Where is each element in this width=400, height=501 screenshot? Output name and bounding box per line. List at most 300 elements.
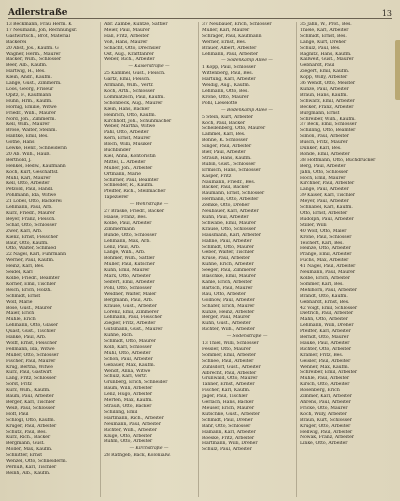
directory-entry: Merten, Max, Kaufm. — [104, 398, 153, 404]
directory-entry: Weber, Rich., Arbeiter — [104, 57, 155, 63]
directory-entry: Rohde, Emil, Arbeiter — [300, 151, 350, 157]
directory-entry: Burgmann, Ernst — [300, 110, 340, 116]
directory-entry: Lehmann, Max, Arb. — [104, 238, 151, 244]
directory-entry: Seifert, Emil, Arbeiter — [104, 279, 155, 285]
directory-entry: Schmidt, Paul, Dreher — [202, 417, 253, 423]
column-3 — [198, 22, 292, 497]
directory-entry: 20 Ab. Wilh., Hauß. — [6, 151, 51, 157]
directory-entry: Hahne, Paul, Arbeiter — [202, 238, 252, 244]
directory-entry: Schwarz, Emil, Arbeiter — [300, 98, 355, 104]
directory-entry: Fessler, Otto, Maurer — [202, 346, 251, 352]
directory-entry: Becker, Franz, Arbeiter — [300, 104, 354, 110]
directory-entry: Schütz, Paul, Bes. — [6, 429, 47, 435]
directory-entry: Mühle, Erich — [6, 317, 36, 323]
directory-entry: Tanner, Ernst, Arbeiter — [202, 382, 255, 388]
directory-entry: Bunde, Otto, Schlosser — [104, 232, 157, 238]
directory-entry: Möller, Max, Kaufm. — [6, 447, 53, 453]
directory-entry: Mühl, Karl, Maurer — [6, 175, 51, 181]
directory-entry: Ziegler, Fritz, Arbeiter — [104, 321, 156, 327]
directory-entry: Bäckerei — [6, 39, 27, 45]
directory-entry: Schellenberg, Otto, Maurer — [202, 126, 266, 132]
directory-entry: Pfeiffer, Karl, Arbeiter — [300, 329, 351, 335]
directory-entry: Hermann, Otto, Arbeiter — [202, 197, 259, 203]
directory-entry: Schwabe, Emil, Maurer — [202, 220, 256, 226]
directory-entry: Bäcker, Paul, Bäcker — [202, 185, 250, 191]
directory-entry: Berger, Karl, Tischler — [6, 400, 56, 405]
directory-entry: Schmidt, Otto, Maurer — [104, 339, 156, 345]
page-edge-tab — [395, 40, 400, 100]
directory-entry: Lange, Wilh., Arb. — [104, 250, 146, 256]
directory-entry: Hartmann, Willi, Dreher — [202, 441, 258, 447]
directory-entry: Brandt, Otto, Kaufm. — [300, 293, 348, 299]
directory-entry: Hauke, Paul, Arbeiter — [300, 340, 350, 346]
directory-entry: Bröse, Walter, Steinm. — [6, 128, 57, 134]
directory-entry: Kühne, Rich. — [104, 333, 134, 339]
directory-entry: Gutsmann, Gust., Maurer — [104, 327, 163, 333]
directory-entry: Neumann, Paul, Maurer — [300, 270, 356, 276]
directory-entry: Schnitter, Ernst — [6, 453, 43, 459]
directory-entry: Kasper, Fritz — [202, 173, 232, 179]
directory-entry: Krone, Otto, Maurer — [202, 94, 249, 100]
directory-entry: Böse, Gust., Maurer — [6, 305, 52, 311]
directory-entry: Pohl, Lieselotte — [202, 100, 238, 106]
section-heading: — Bodenkamp Allee — — [221, 107, 273, 113]
directory-entry: 13 Beckmann, Frau Herm. K — [6, 22, 72, 27]
directory-entry: Kunze, Paul, Arbeiter — [300, 86, 349, 92]
columns — [6, 22, 390, 497]
directory-entry: Raumann, Ernst, Schlosser — [202, 191, 265, 197]
directory-entry: Lewke, Henr., Schneiderin — [6, 146, 67, 152]
directory-entry: Richter, Wilh., Arbeiter — [104, 427, 157, 433]
directory-entry: Heinze, Otto, Arbeiter — [300, 246, 351, 252]
directory-entry: Heinz, Karl, Bes. — [6, 264, 45, 270]
directory-entry: Fricke, Otto, Maurer — [300, 405, 348, 411]
directory-entry: Reich, Erich, Holzh. — [6, 287, 52, 293]
directory-entry: Lenz, Hugo, Arbeiter — [104, 392, 153, 398]
directory-entry: Tapezierer — [104, 195, 129, 201]
directory-entry: Kern, Ernst, Maurer — [104, 136, 151, 142]
directory-entry: Gartz, Emil, Fleisch. — [104, 77, 151, 83]
directory-entry: Meier, Paul, Maurer — [104, 27, 150, 33]
directory-entry: Arlmann, Wilh., Vertr. — [104, 83, 154, 89]
street-title: Adlerstraße — [8, 8, 68, 18]
directory-entry: Schneider, R., Kaufm. — [104, 183, 154, 189]
directory-entry: Berthold, J. — [6, 157, 32, 163]
directory-entry: Mittel, L. Arbeiter — [104, 159, 146, 165]
directory-entry: Haase, Franz, Bes. — [104, 215, 147, 220]
directory-entry: Buchbinder — [104, 148, 131, 154]
directory-entry: Teichert, Karl, Bes. — [300, 240, 344, 246]
directory-entry: Lehmann, Otto, Glaser — [6, 323, 58, 329]
directory-entry: Ziegert, Emil, Kaufm. — [300, 69, 350, 75]
directory-entry: Meuser, Erich, Maurer — [202, 406, 254, 411]
directory-entry: Opitz, F., Kaufmann — [6, 92, 52, 98]
directory-entry: Koch, Willy, Arbeiter — [300, 411, 347, 417]
directory-entry: Beer, Alb., Kaufm. — [6, 63, 48, 69]
directory-entry: Mühl, Otto, Arbeiter — [104, 350, 151, 356]
directory-entry: Schmidt, Ernst, Bes. — [300, 33, 347, 39]
directory-entry: Ahrens, Paul, Arbeiter — [300, 400, 351, 405]
directory-entry: Hausmann, Karl, Arbeiter — [202, 232, 261, 238]
directory-entry: Busch, Fritz, Maurer — [300, 140, 348, 146]
directory-entry: Richter, Otto, Arbeiter — [300, 346, 352, 352]
directory-entry: 13 Thiel, Willi, Schlosser — [202, 341, 259, 347]
directory-entry: Strauß, Hans, Kaufm. — [202, 155, 252, 161]
directory-entry: Grünberg, Erich, Schneider — [104, 380, 168, 386]
directory-entry: Lehmann, Paul, Arbeiter — [202, 51, 258, 57]
directory-entry: Schnabel, Karl, Kaufm. — [300, 205, 353, 211]
directory-entry: Schäf, Otto, Schlosser — [6, 222, 57, 228]
directory-entry: Kolbe, Erich, Arbeiter — [300, 275, 350, 281]
directory-entry: Seidel, Karl — [6, 270, 33, 276]
directory-entry: 28 Rathgeb, Bäck, Kolonialw. — [104, 453, 171, 459]
directory-entry: Kell, Wilh., Maurer — [6, 122, 50, 128]
directory-entry: Kahle, Erich, Arbeiter — [202, 279, 253, 285]
directory-entry: Kluge, Otto, Arbeiter — [104, 433, 152, 439]
directory-entry: Kurz, Rich., Bäcker — [6, 435, 51, 441]
directory-entry: Baur, Otto, Kaufm. — [6, 240, 49, 246]
directory-entry: Schulz, Paul, Bes. — [300, 45, 341, 51]
directory-entry: Zwer, Karl, Arb. — [6, 228, 43, 234]
directory-entry: Nord, Joh., Zimmerm. — [6, 116, 56, 122]
directory-entry: Lämmel, Karl, Bes. — [202, 132, 246, 138]
directory-entry: Kurz, Paul, Gastwirt — [6, 370, 52, 376]
directory-entry: Fellmann, Ida, Witwe — [6, 346, 55, 352]
directory-entry: 39 Kaiser, Karl, Tischler — [300, 193, 355, 199]
directory-entry: Gerlach, Hans, Bäcker — [202, 400, 254, 406]
directory-entry: Zühlsdorf, Gust., Arbeiter — [202, 364, 261, 370]
directory-entry: Lange, Paul, Arbeiter — [300, 187, 349, 193]
directory-entry: Rudolph, Paul, Arbeiter — [300, 216, 354, 222]
directory-entry: Werner, Ernst, Bes. — [202, 39, 247, 45]
directory-entry: Reinh, Alb., Kaufm. — [6, 470, 51, 476]
page-header — [8, 6, 392, 19]
directory-entry: Schulz, Karl, Vertr. — [104, 374, 148, 380]
directory-entry: Weiß, Paul, Schlosser — [6, 405, 55, 411]
directory-entry: Böhmer, Wilh., Sattler — [104, 256, 155, 262]
directory-entry: Fischer, Paul, Maurer — [6, 358, 56, 364]
directory-entry: Zemke, Otto, Dreher — [202, 203, 250, 209]
directory-entry: Hantke, Emil, Bes. — [6, 134, 49, 140]
directory-entry: Müller, Otto, Schlosser — [6, 352, 59, 358]
directory-entry: Lange, Kurt, Dreher — [300, 39, 347, 45]
directory-entry: Otto, Walter, Schmied — [6, 246, 56, 252]
directory-entry: Hartwig, H., Bes. — [6, 69, 46, 75]
directory-entry: Gebauer, Max, Kaufm. — [104, 362, 155, 368]
directory-entry: Albrecht, Paul, Arbeiter — [202, 370, 257, 376]
directory-entry: Jahn, Otto, Schlosser — [300, 169, 349, 175]
directory-entry: Kirchhoff, Joh., Schuhmacher — [104, 118, 172, 124]
directory-entry: Hoff, Paul — [6, 411, 29, 417]
directory-entry: Neubauer, Karl, Arbeiter — [202, 209, 259, 215]
directory-entry: Bahr, Otto, Schlosser — [202, 423, 251, 429]
directory-entry: Maier, Erich — [6, 311, 35, 317]
directory-entry: Rau, Otto, Arbeiter — [202, 291, 246, 297]
directory-entry: Schön, Paul, Arbeiter — [104, 356, 153, 362]
directory-entry: Schmidt, Ernst — [6, 293, 41, 299]
directory-entry: Krüger, Paul, Arbeiter — [6, 423, 57, 429]
directory-entry: Kell, Otto, Arbeiter — [6, 181, 50, 187]
directory-entry: Braun, Hans, Kaufm. — [300, 92, 348, 98]
section-heading: — Wehrstraße — — [129, 202, 169, 208]
column-4 — [296, 22, 390, 497]
directory-entry: Wehner, Max, Kaufm. — [300, 364, 349, 370]
directory-entry: Lommatzsch, Paul, Kaufm. — [104, 94, 165, 100]
directory-entry: Wendt, Anna, Witwe — [104, 368, 151, 374]
directory-entry: Pahl, Otto, Arbeiter — [104, 130, 149, 136]
directory-entry: Bloch, Willi, Musiker — [104, 142, 152, 148]
section-heading: — Sodenkamp Allee — — [221, 58, 273, 64]
directory-entry: Schreiber, Wilh., Kaufm. — [300, 116, 356, 122]
directory-entry: Singer, Paul, Arbeiter — [202, 144, 252, 150]
directory-entry: Körner, Emil, Tischler — [6, 281, 56, 287]
directory-entry: Pfeiffer, Rich., Stellmacher — [104, 189, 166, 195]
directory-entry: Wolff, Ernst, Fleischer — [6, 340, 57, 346]
directory-entry: Seeger, Paul, Zimmerer — [202, 268, 256, 274]
directory-entry: Dietrich, Paul, Arbeiter — [300, 311, 354, 317]
directory-entry: Koch, Arth., Schlosser — [104, 88, 155, 94]
directory-entry: Kürz, Wilh., Kaufm. — [6, 388, 51, 394]
directory-entry: Bohne, K. Schlosser — [202, 138, 248, 144]
directory-entry: Lang, Fritz, Schlosser — [6, 376, 57, 382]
directory-entry: Meyer, Paul, Arbeiter — [300, 199, 349, 205]
directory-entry: Lenz, Paul, Arb. — [104, 244, 141, 250]
directory-entry: Krug, Bertha, Witwe — [6, 364, 53, 370]
directory-entry: 38 Hoffmann, Otto, Buchdrucker — [300, 157, 376, 163]
directory-entry: Geber, Walter, Tischler — [202, 250, 255, 256]
directory-entry: 40 Wolf, Otto, Maler — [300, 228, 347, 234]
column-2 — [100, 22, 194, 497]
directory-entry: Schreiber, Emil, Arbeiter — [300, 370, 358, 376]
directory-entry: Hamann, Karl, Arbeiter — [202, 429, 256, 435]
directory-entry: Klein, Andr., Kaufm. — [6, 75, 52, 81]
section-heading: — Kaiserstraße — — [128, 64, 170, 70]
directory-entry: 17 Neumann, Joh, Rechnungsr. — [6, 27, 78, 33]
directory-entry: Lehmann, Willi, Dreher — [300, 323, 354, 329]
directory-entry: Schilling, Emil — [104, 409, 138, 415]
directory-entry: Hühn, Hrm., Kaufm. — [6, 98, 53, 104]
directory-entry: Friedr., Wilh., Maurer — [6, 110, 56, 116]
directory-entry: Fuchs, Max, Arbeiter — [300, 258, 349, 264]
directory-entry: Abr. Zambe, Kuntze, Sattler — [104, 22, 168, 27]
directory-entry: Kolbe, Friedr., Beamter — [6, 275, 60, 281]
directory-entry: 21 Löbel, Otto, Bäckerei — [6, 199, 62, 205]
directory-entry: Ermisch, Hans, Schlosser — [202, 167, 261, 173]
directory-entry: Kühn, Paul, Arbeiter — [202, 215, 249, 220]
directory-entry: Sorst, Fritz — [6, 382, 32, 388]
directory-entry: Wolf, Marie — [6, 299, 33, 305]
directory-entry: Kühn, Emil, Maurer — [104, 268, 150, 274]
directory-entry: Naumann, Friedr., Bes. — [202, 179, 256, 185]
directory-entry: Berger, Paul, Maurer — [202, 315, 251, 321]
directory-entry: Kirchner, Paul, Arbeiter — [300, 181, 355, 187]
directory-entry: Hartmann, Rich., Arbeiter — [104, 415, 164, 421]
directory-entry: Pöhl, Otto, Schlosser — [104, 285, 152, 291]
directory-entry: Nowak, Franz, Arbeiter — [300, 435, 354, 441]
directory-entry: Müller, Joh., Arbeiter — [104, 165, 153, 171]
directory-entry: Neumann, Paul, Arbeiter — [104, 421, 161, 427]
directory-entry: Krone, Paul, Schlosser — [300, 234, 352, 240]
directory-entry: 37 Beck, Emil, Schlosser — [300, 122, 357, 128]
directory-entry: Krüger, Otto, Arbeiter — [300, 423, 351, 429]
directory-entry: Müller, Karl, Maurer — [202, 27, 250, 33]
directory-entry: 36 Wendt, Otto, Meister — [300, 81, 356, 87]
directory-entry: Schmidt, Otto, Maurer — [202, 244, 254, 250]
directory-entry: Gastwirtsch., Brot, Material — [6, 33, 70, 39]
directory-entry: Lehmann, Otto, Bes. — [202, 88, 249, 94]
directory-entry: Krause, Otto, Schlosser — [202, 226, 256, 232]
directory-entry: Rubin, Gust., Schlosser — [202, 161, 256, 167]
directory-entry: Bier, Paul, Arbeiter — [202, 150, 246, 156]
directory-entry: Hanke, Paul, Arb. — [6, 335, 47, 341]
directory-entry: 41 Nagel, Paul, Arbeiter — [300, 264, 356, 270]
directory-entry: Schäfer, Erich, Maurer — [202, 303, 255, 309]
directory-entry: Klein, Hans, Bäcker — [104, 106, 150, 112]
directory-entry: Hoch, Emil, Maurer — [300, 175, 346, 181]
directory-entry: Berndt, Otto, Maurer — [300, 335, 349, 341]
directory-entry: Bergmann, Gust. — [6, 441, 45, 447]
directory-entry: Strauß, Otto, Bäcker — [104, 404, 152, 409]
directory-entry: Koch, Kurt, Geschäftsf. — [6, 169, 59, 175]
directory-entry: Roeske, Fritz, Arbeiter — [202, 435, 255, 441]
directory-entry: Otto, Ernst, Arbeiter — [300, 211, 348, 216]
directory-entry: Koch, Paul, Bäcker — [202, 120, 245, 126]
directory-entry: Jäger, Paul, Tischler — [202, 394, 248, 400]
directory-entry: Linke, Otto, Arbeiter — [300, 441, 348, 447]
directory-entry: Kallweit, Gust., Maurer — [300, 57, 354, 63]
directory-entry: Beyer, Franz, Fleisch. — [6, 216, 56, 222]
directory-entry: Krause, Gust., Arbeiter — [104, 303, 157, 309]
directory-entry: Zimmer, Karl, Arbeiter — [300, 394, 352, 400]
directory-entry: Hartung, Karl, Arbeiter — [202, 77, 256, 83]
directory-entry: Schräger, Paul, Kaufmann — [202, 33, 262, 39]
directory-entry: Braun, Kurt, Schlosser — [300, 417, 352, 423]
directory-entry: 22 Nagel, Karl, Fuhrmann — [6, 252, 66, 258]
directory-entry: Wenzel, Otto, Schneiderm. — [6, 459, 67, 465]
directory-entry: 25 Kämmel, Gust., Fleisch. — [104, 71, 166, 77]
directory-entry: Mühle, Paul, Arbeiter — [300, 376, 350, 382]
directory-entry: Berg, Paul, Arbeiter — [300, 163, 346, 169]
directory-entry: Kolb, Karl, Schlosser — [104, 344, 152, 350]
directory-entry: Lehmann, Paul, Fleischer — [104, 315, 163, 321]
directory-entry: Prange, Emil, Arbeiter — [300, 252, 352, 258]
directory-entry: Lehmann, Paul, Arb. — [6, 205, 53, 211]
directory-entry: Schönbeck, Aug., Maurer — [104, 100, 163, 106]
directory-entry: Wagner, Herm., Maurer — [6, 51, 61, 57]
directory-entry: Ruhm, Otto, Arbeiter — [104, 439, 153, 445]
directory-entry: Hellwig, Paul, Arbeiter — [300, 429, 353, 435]
section-heading: — Kirchstraße — — [129, 446, 169, 452]
directory-entry: Bartsch, Paul, Maurer — [202, 285, 253, 291]
directory-entry: 42 Voigt, Emil, Schlosser — [300, 305, 358, 311]
directory-entry: Bergmann, Paul, Arb. — [104, 297, 154, 303]
directory-entry: Kühn, Gust., Arbeiter — [202, 321, 251, 327]
directory-entry: Zimmermann — [104, 226, 135, 232]
directory-entry: 35 Jahn, W., Prof., Bes. — [300, 22, 352, 27]
directory-entry: Lange, Gust., Zimmerm. — [6, 81, 62, 87]
directory-entry: Weidner, Walter, Maler — [104, 291, 157, 297]
directory-entry: Mehlhorn, Paul, Arbeiter — [300, 287, 357, 293]
directory-entry: Grünwald, Otto, Maurer — [202, 376, 258, 382]
directory-entry: Müller, Paul, Kutscher — [104, 262, 155, 268]
directory-entry: Kopp, Willy, Arbeiter — [300, 75, 348, 81]
directory-entry: Richter, Wilh., Arbeiter — [202, 327, 255, 333]
directory-entry: Loos, Georg, Friseur — [6, 86, 54, 92]
directory-entry: Lorenz, Emil, Zimmerer — [104, 309, 159, 315]
directory-entry: Werner, Paul, Kaufm. — [6, 258, 55, 264]
directory-entry: Weidig, Aug., Kaufm. — [202, 83, 251, 89]
directory-entry: Kolbe, Paul, Arbeiter — [104, 220, 152, 226]
directory-entry: Kienz, Ernst, Fleischer — [6, 234, 59, 240]
directory-entry: Kurz, Friedr., Maurer — [6, 211, 55, 216]
directory-entry: Kühne, Erich, Arbeiter — [202, 262, 254, 268]
directory-entry: Schlögl, Otto, Kaufm. — [6, 417, 55, 423]
directory-entry: Kramer, Fritz, Bes. — [300, 352, 344, 358]
directory-entry: Ost, Aug., Kraftfahrer — [104, 51, 154, 57]
directory-entry: Schulz, Paul, Arbeiter — [202, 447, 252, 453]
directory-entry: Fischer, Karl, Kaufm. — [202, 388, 251, 394]
directory-entry: Wittenberg, Paul, Bes. — [202, 71, 253, 77]
directory-entry: Kutschke, Gust., Arbeiter — [202, 411, 260, 417]
directory-entry: Brauer, Albert, Arbeiter — [202, 45, 257, 51]
directory-entry: Kunze, Heinz, Arbeiter — [202, 309, 255, 315]
directory-entry: Gebhardt, Paul — [300, 63, 335, 69]
directory-entry: Baum, Willi, Arbeiter — [104, 386, 153, 392]
directory-entry: Kiel, Anna, Kontoristin — [104, 153, 156, 159]
directory-entry: 20 Abst, Jos., Kaufm. G — [6, 45, 59, 51]
directory-entry: Kirsch, Otto, Arbeiter — [300, 382, 350, 388]
directory-entry: Bäcker, Wilh., Schlosser — [6, 57, 62, 63]
directory-entry: Schilling, Otto, Beamter — [300, 128, 356, 134]
directory-entry: Sommer, Karl, Bes. — [300, 281, 344, 287]
directory-entry: Rosenberg, Erich — [300, 388, 340, 394]
directory-entry: 27 Bräske, Friedr., Bäcker — [104, 209, 165, 215]
directory-entry: Mahn, Otto, Arbeiter — [300, 317, 348, 323]
directory-entry: Ragnitz, Hans, Kaufm. — [300, 51, 352, 57]
directory-entry: Stiller, Willi — [300, 222, 327, 228]
directory-entry: Gebhardt, Ernst, Bes. — [300, 299, 350, 305]
directory-entry: Sommer, Emil, Arbeiter — [202, 352, 256, 358]
directory-entry: Blaschke, Emil, Maurer — [202, 274, 256, 280]
directory-entry: Pöhlmann, Ida, Witwe — [6, 193, 57, 199]
directory-entry: Gothe, Hans — [6, 140, 35, 146]
directory-entry: Schacht, Otto, Drechsler — [104, 45, 161, 51]
page-number: 13 — [381, 9, 392, 18]
directory-entry: Thiele, Karl, Arbeiter — [300, 27, 349, 33]
directory-entry: Schirner, Paul, Beamter — [104, 177, 159, 183]
directory-entry: Gollnow, Paul, Arbeiter — [202, 297, 255, 303]
directory-entry: Marx, Otto, Arbeiter — [104, 274, 151, 280]
section-heading: — Sodenstraße — — [226, 334, 268, 340]
directory-entry: 5 Stein, Kurt, Arbeiter — [202, 114, 253, 120]
directory-entry: Dunker, Karl, Bes. — [300, 146, 342, 152]
directory-entry: Weber, Martha, Witwe — [104, 124, 156, 130]
directory-entry: Ortmann, Marie — [104, 171, 141, 177]
directory-entry: Pernuß, Karl, Tischler — [6, 464, 57, 470]
directory-entry: Petzold, Paul, Handl. — [6, 187, 54, 193]
directory-entry: Hornig, Emilie, Witwe — [6, 104, 57, 110]
directory-entry: Voß, Hans, Maurer — [104, 39, 148, 45]
directory-entry: Quast, Gust., Tischler — [6, 329, 56, 335]
directory-entry: Baum, Paul, Arbeiter — [6, 394, 54, 400]
directory-entry: Henkel, Hedw., Kaufmann — [6, 163, 66, 169]
directory-entry: Schnee, Paul, Arbeiter — [202, 358, 254, 364]
directory-entry: Simon, Paul, Arbeiter — [300, 134, 349, 140]
directory-entry: Heinrich, Otto, Kaufm. — [104, 112, 156, 118]
directory-entry: 1 Kopp, Paul, Schlosser — [202, 65, 256, 71]
directory-entry: Geisler, Paul, Arbeiter — [300, 358, 351, 364]
directory-entry: Kruse, Paul, Arbeiter — [202, 256, 250, 262]
